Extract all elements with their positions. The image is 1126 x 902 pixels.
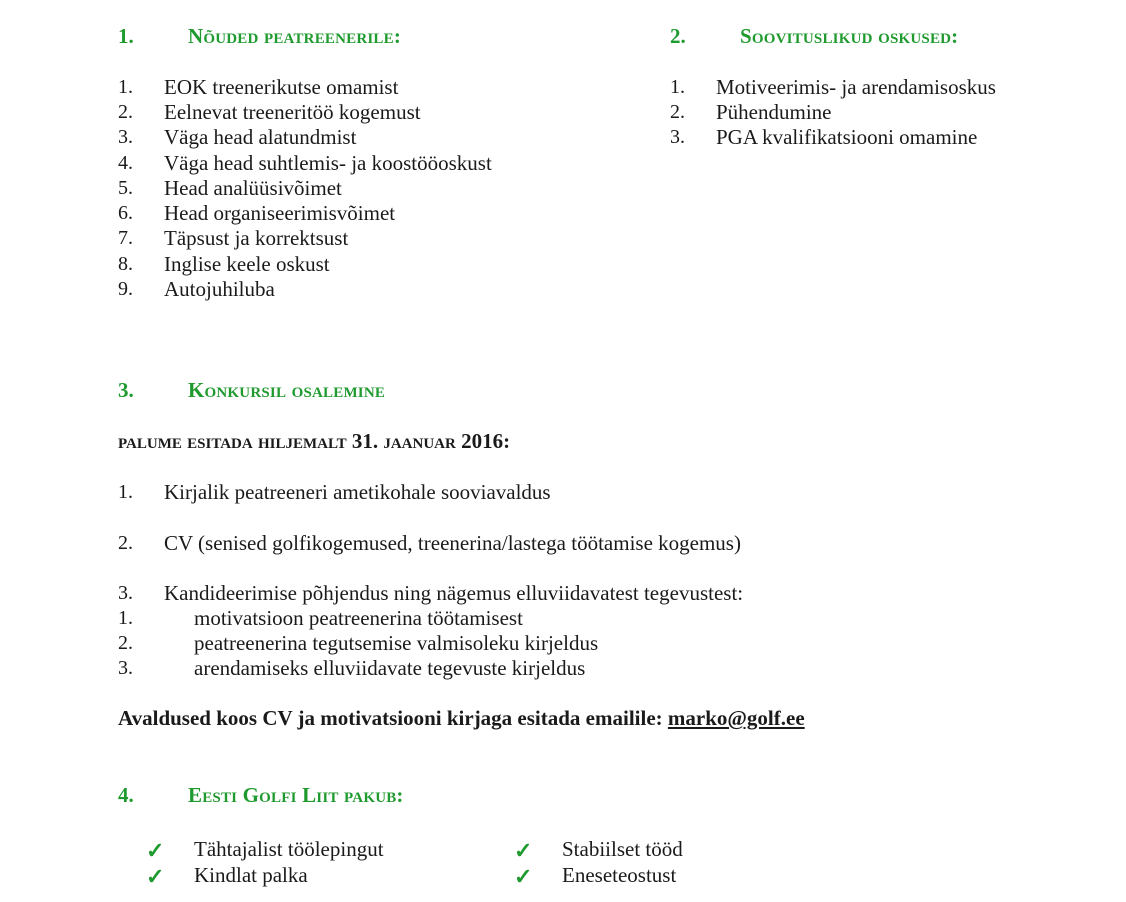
list-item-number: 6. [118,202,133,224]
section-1-number: 1. [118,24,134,48]
section-4-title: Eesti Golfi Liit pakub: [188,783,404,807]
list-item-number: 8. [118,253,133,275]
checkmark-icon: ✓ [514,838,533,863]
list-item: EOK treenerikutse omamist [164,75,399,99]
list-item-number: 9. [118,278,133,300]
offer-item: Stabiilset tööd [562,837,683,861]
list-item: Motiveerimis- ja arendamisoskus [716,75,996,99]
list-item: Head organiseerimisvõimet [164,201,396,225]
list-item-number: 1. [670,76,685,98]
section-2-number: 2. [670,24,686,48]
offer-item: Kindlat palka [194,863,308,887]
list-item: Pühendumine [716,100,832,124]
checkmark-icon: ✓ [514,864,533,889]
list-item-number: 3. [670,126,685,148]
list-item: Väga head suhtlemis- ja koostööoskust [164,151,492,175]
email-instruction [118,706,805,731]
list-item-number: 5. [118,177,133,199]
list-item-number: 2. [118,101,133,123]
section-3-title: Konkursil osalemine [188,378,386,402]
checkmark-icon: ✓ [146,864,165,889]
list-item: Autojuhiluba [164,277,275,301]
section-1-title: Nõuded peatreenerile: [188,24,402,48]
list-item: Head analüüsivõimet [164,176,342,200]
email-instruction-text: Avaldused koos CV ja motivatsiooni kirjaga esitada emailile: [118,706,663,730]
list-item-number: 3. [118,582,133,604]
list-item: Kirjalik peatreeneri ametikohale sooviavaldus [164,480,551,504]
list-item: CV (senised golfikogemused, treenerina/lastega töötamise kogemus) [164,531,741,555]
list-item-number: 2. [670,101,685,123]
list-item-number: 1. [118,481,133,503]
list-item-number: 4. [118,152,133,174]
deadline-label: palume esitada hiljemalt 31. jaanuar 2016: [118,429,511,453]
list-item-number: 7. [118,227,133,249]
sublist-item: motivatsioon peatreenerina töötamisest [194,606,523,630]
sublist-item-number: 1. [118,607,133,629]
list-item: Kandideerimise põhjendus ning nägemus elluviidavatest tegevustest: [164,581,744,605]
list-item-number: 1. [118,76,133,98]
list-item: Eelnevat treeneritöö kogemust [164,100,421,124]
section-3-number: 3. [118,378,134,402]
sublist-item: peatreenerina tegutsemise valmisoleku kirjeldus [194,631,599,655]
sublist-item-number: 2. [118,632,133,654]
offer-item: Eneseteostust [562,863,677,887]
section-2-title: Soovituslikud oskused: [740,24,959,48]
checkmark-icon: ✓ [146,838,165,863]
offer-item: Tähtajalist töölepingut [194,837,384,861]
list-item: Täpsust ja korrektsust [164,226,349,250]
list-item-number: 2. [118,532,133,554]
list-item-number: 3. [118,126,133,148]
sublist-item-number: 3. [118,657,133,679]
list-item: Väga head alatundmist [164,125,357,149]
list-item: Inglise keele oskust [164,252,330,276]
email-link[interactable]: marko@golf.ee [667,706,805,730]
list-item: PGA kvalifikatsiooni omamine [716,125,978,149]
sublist-item: arendamiseks elluviidavate tegevuste kirjeldus [194,656,586,680]
section-4-number: 4. [118,783,134,807]
